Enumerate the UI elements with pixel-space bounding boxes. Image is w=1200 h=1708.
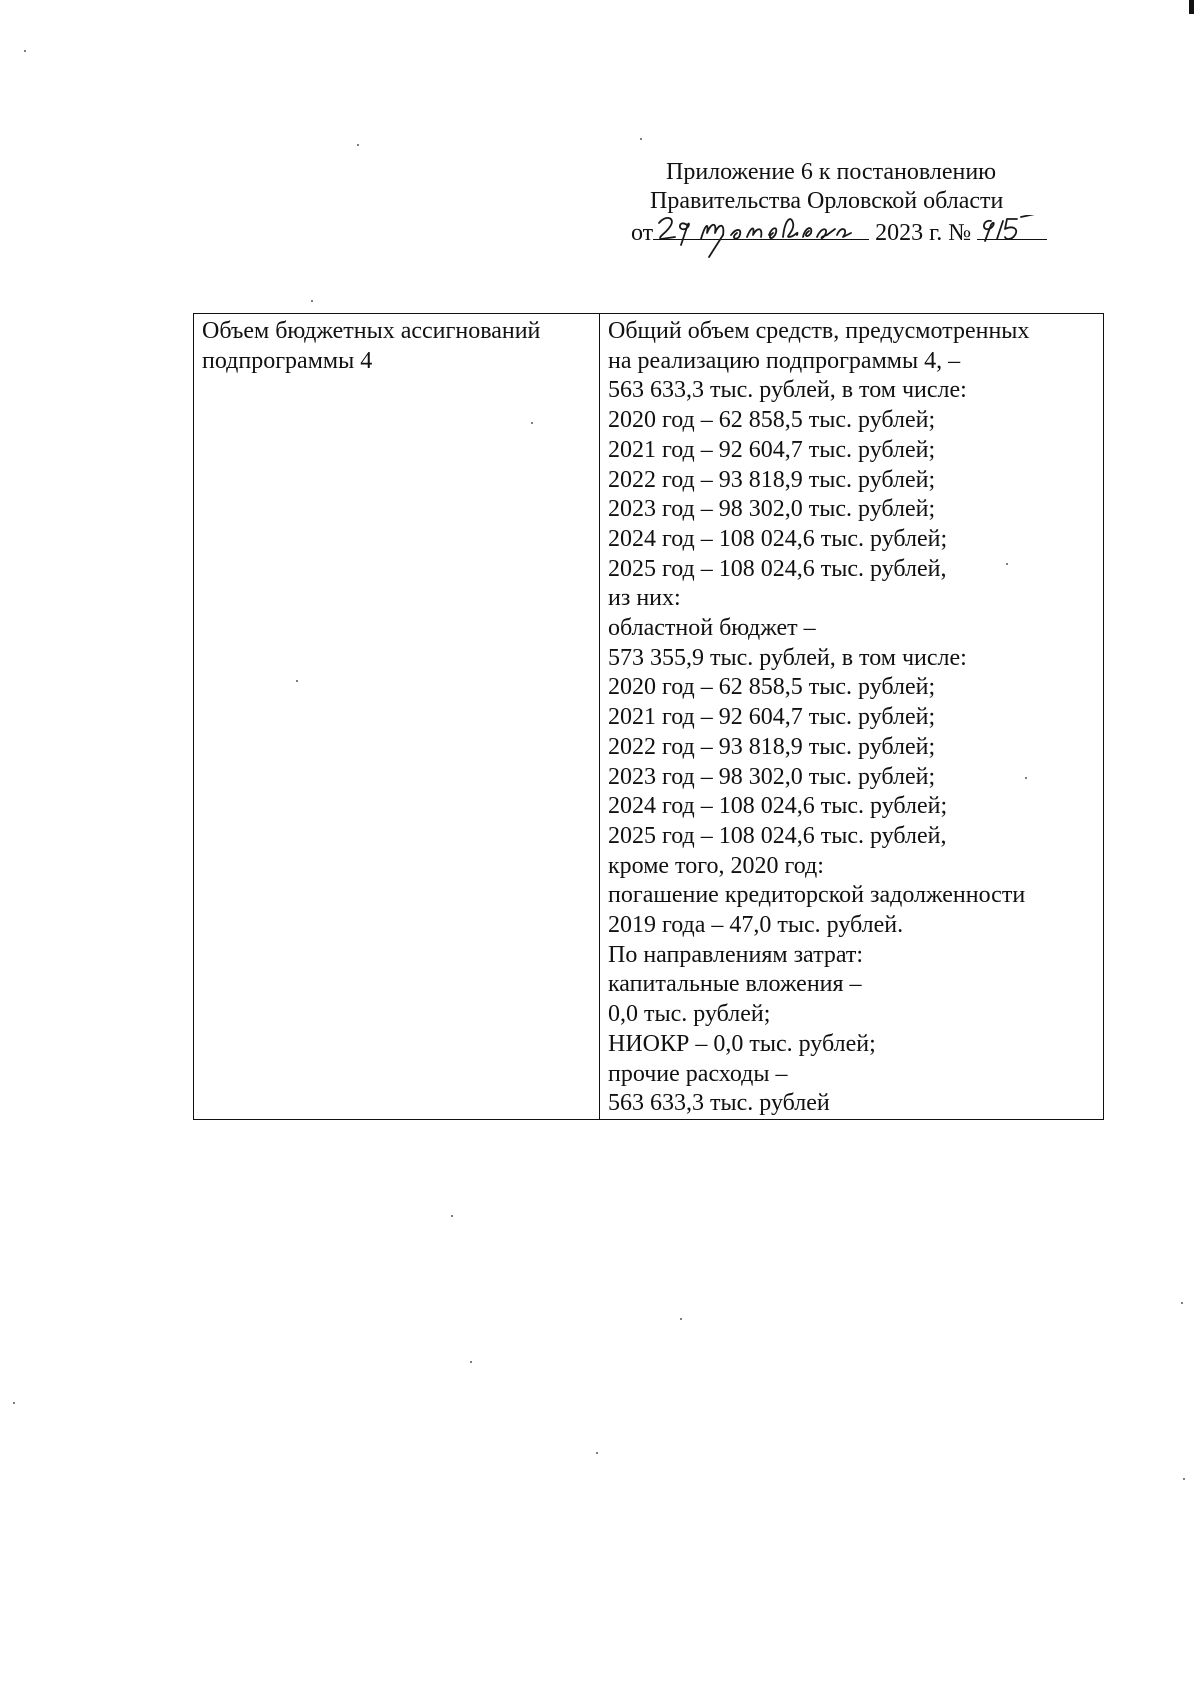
scan-speck (596, 1452, 598, 1454)
handwritten-number (977, 215, 1057, 263)
details-line: 0,0 тыс. рублей; (608, 1001, 771, 1028)
details-line: на реализацию подпрограммы 4, – (608, 347, 961, 374)
details-line: 2023 год – 98 302,0 тыс. рублей; (608, 763, 936, 790)
appendix-issuer: Правительства Орловской области (650, 188, 1004, 214)
date-handwritten-field (653, 215, 869, 240)
details-line: 2020 год – 62 858,5 тыс. рублей; (608, 407, 936, 434)
details-line: 2022 год – 93 818,9 тыс. рублей; (608, 733, 936, 760)
scan-speck (24, 50, 26, 52)
budget-allocation-table (193, 313, 1104, 1120)
details-line: областной бюджет – (608, 615, 816, 642)
scan-speck (451, 1215, 453, 1217)
details-line: 2021 год – 92 604,7 тыс. рублей; (608, 436, 936, 463)
label-line: подпрограммы 4 (202, 347, 373, 374)
scan-speck (311, 300, 313, 302)
details-line: Общий объем средств, предусмотренных (608, 318, 1030, 344)
details-line: 2025 год – 108 024,6 тыс. рублей, (608, 555, 947, 582)
scan-corner-mark (1189, 0, 1194, 14)
scan-speck (13, 1402, 15, 1404)
handwritten-date-signature (653, 215, 869, 263)
allocation-details-cell (600, 314, 1104, 1120)
details-line: 2024 год – 108 024,6 тыс. рублей; (608, 525, 948, 552)
scan-speck (1181, 1302, 1183, 1304)
scan-speck (470, 1361, 472, 1363)
date-prefix: от (631, 220, 654, 246)
table-row (194, 314, 1104, 1120)
details-line: кроме того, 2020 год: (608, 852, 824, 879)
details-line: 573 355,9 тыс. рублей, в том числе: (608, 644, 967, 671)
details-line: капитальные вложения – (608, 971, 862, 998)
allocation-label-cell (194, 314, 600, 1120)
details-line: 2025 год – 108 024,6 тыс. рублей, (608, 822, 947, 849)
appendix-title: Приложение 6 к постановлению (666, 159, 997, 185)
details-line: НИОКР – 0,0 тыс. рублей; (608, 1030, 876, 1057)
appendix-date-line (631, 215, 1047, 248)
details-line: 2021 год – 92 604,7 тыс. рублей; (608, 704, 936, 731)
label-line: Объем бюджетных ассигнований (202, 318, 541, 344)
details-line: из них: (608, 585, 681, 612)
scan-speck (680, 1318, 682, 1320)
details-line: 2020 год – 62 858,5 тыс. рублей; (608, 674, 936, 701)
details-line: 2019 года – 47,0 тыс. рублей. (608, 912, 904, 939)
details-line: По направлениям затрат: (608, 941, 864, 968)
year-and-number-label: 2023 г. № (875, 220, 972, 246)
details-line: погашение кредиторской задолженности (608, 882, 1026, 909)
details-line: 563 633,3 тыс. рублей (608, 1090, 830, 1117)
details-line: 2023 год – 98 302,0 тыс. рублей; (608, 496, 936, 523)
details-line: 563 633,3 тыс. рублей, в том числе: (608, 377, 967, 404)
number-handwritten-field (977, 215, 1047, 240)
details-line: 2022 год – 93 818,9 тыс. рублей; (608, 466, 936, 493)
scan-speck (357, 144, 359, 146)
scan-speck (640, 138, 642, 140)
details-line: 2024 год – 108 024,6 тыс. рублей; (608, 793, 948, 820)
scan-speck (1183, 1478, 1185, 1480)
details-line: прочие расходы – (608, 1060, 788, 1087)
